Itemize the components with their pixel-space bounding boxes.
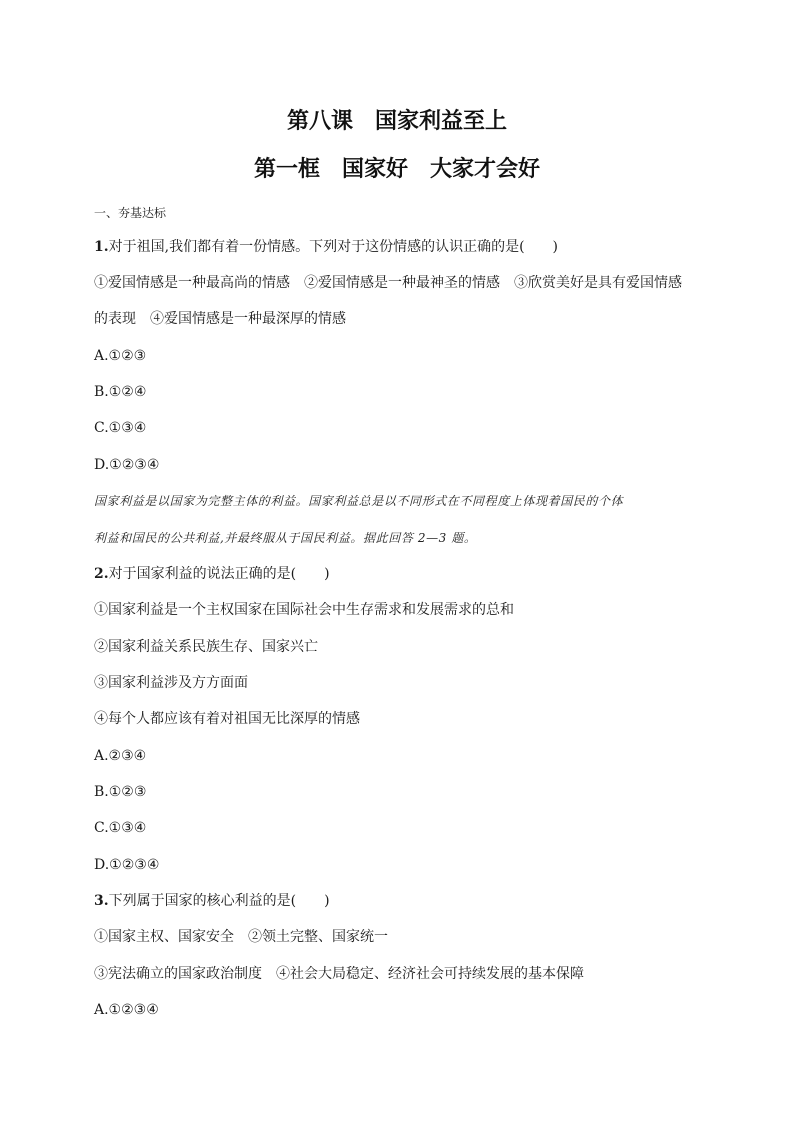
question-2-statement-2: ②国家利益关系民族生存、国家兴亡	[94, 639, 318, 655]
question-3-option-a: A.①②③④	[94, 1002, 159, 1018]
question-1-option-c: C.①③④	[94, 420, 147, 436]
question-3-stem: 下列属于国家的核心利益的是( )	[108, 893, 330, 909]
question-2-option-b: B.①②③	[94, 784, 147, 800]
question-2-number: 2.	[94, 566, 109, 582]
lesson-title: 第八课 国家利益至上	[286, 109, 507, 134]
passage-line-1: 国家利益是以国家为完整主体的利益。国家利益总是以不同形式在不同程度上体现着国民的个体	[94, 494, 624, 508]
question-2-statement-1: ①国家利益是一个主权国家在国际社会中生存需求和发展需求的总和	[94, 602, 514, 618]
question-2-option-d: D.①②③④	[94, 857, 160, 873]
question-2-option-c: C.①③④	[94, 820, 147, 836]
question-1-stem: 对于祖国,我们都有着一份情感。下列对于这份情感的认识正确的是( )	[108, 239, 558, 255]
question-1-statements-line-1: ①爱国情感是一种最高尚的情感 ②爱国情感是一种最神圣的情感 ③欣赏美好是具有爱国情感	[94, 275, 682, 291]
question-2-statement-4: ④每个人都应该有着对祖国无比深厚的情感	[94, 711, 360, 727]
part-heading: 一、夯基达标	[94, 206, 167, 220]
question-1-option-b: B.①②④	[94, 384, 147, 400]
question-3-statements-line-2: ③宪法确立的国家政治制度 ④社会大局稳定、经济社会可持续发展的基本保障	[94, 966, 584, 982]
question-2-statement-3: ③国家利益涉及方方面面	[94, 675, 248, 691]
question-3-number: 3.	[94, 893, 109, 909]
question-2-option-a: A.②③④	[94, 748, 147, 764]
question-1-option-d: D.①②③④	[94, 457, 160, 473]
question-3-stem-line	[94, 892, 330, 910]
passage-line-2: 利益和国民的公共利益,并最终服从于国民利益。据此回答 2—3 题。	[94, 531, 477, 545]
section-title: 第一框 国家好 大家才会好	[253, 157, 540, 182]
question-3-statements-line-1: ①国家主权、国家安全 ②领土完整、国家统一	[94, 929, 388, 945]
question-1-statements-line-2: 的表现 ④爱国情感是一种最深厚的情感	[94, 311, 346, 327]
question-2-stem: 对于国家利益的说法正确的是( )	[108, 566, 330, 582]
question-1-number: 1.	[94, 239, 109, 255]
question-2-stem-line	[94, 565, 330, 583]
question-1-stem-line	[94, 238, 558, 256]
question-1-option-a: A.①②③	[94, 348, 147, 364]
